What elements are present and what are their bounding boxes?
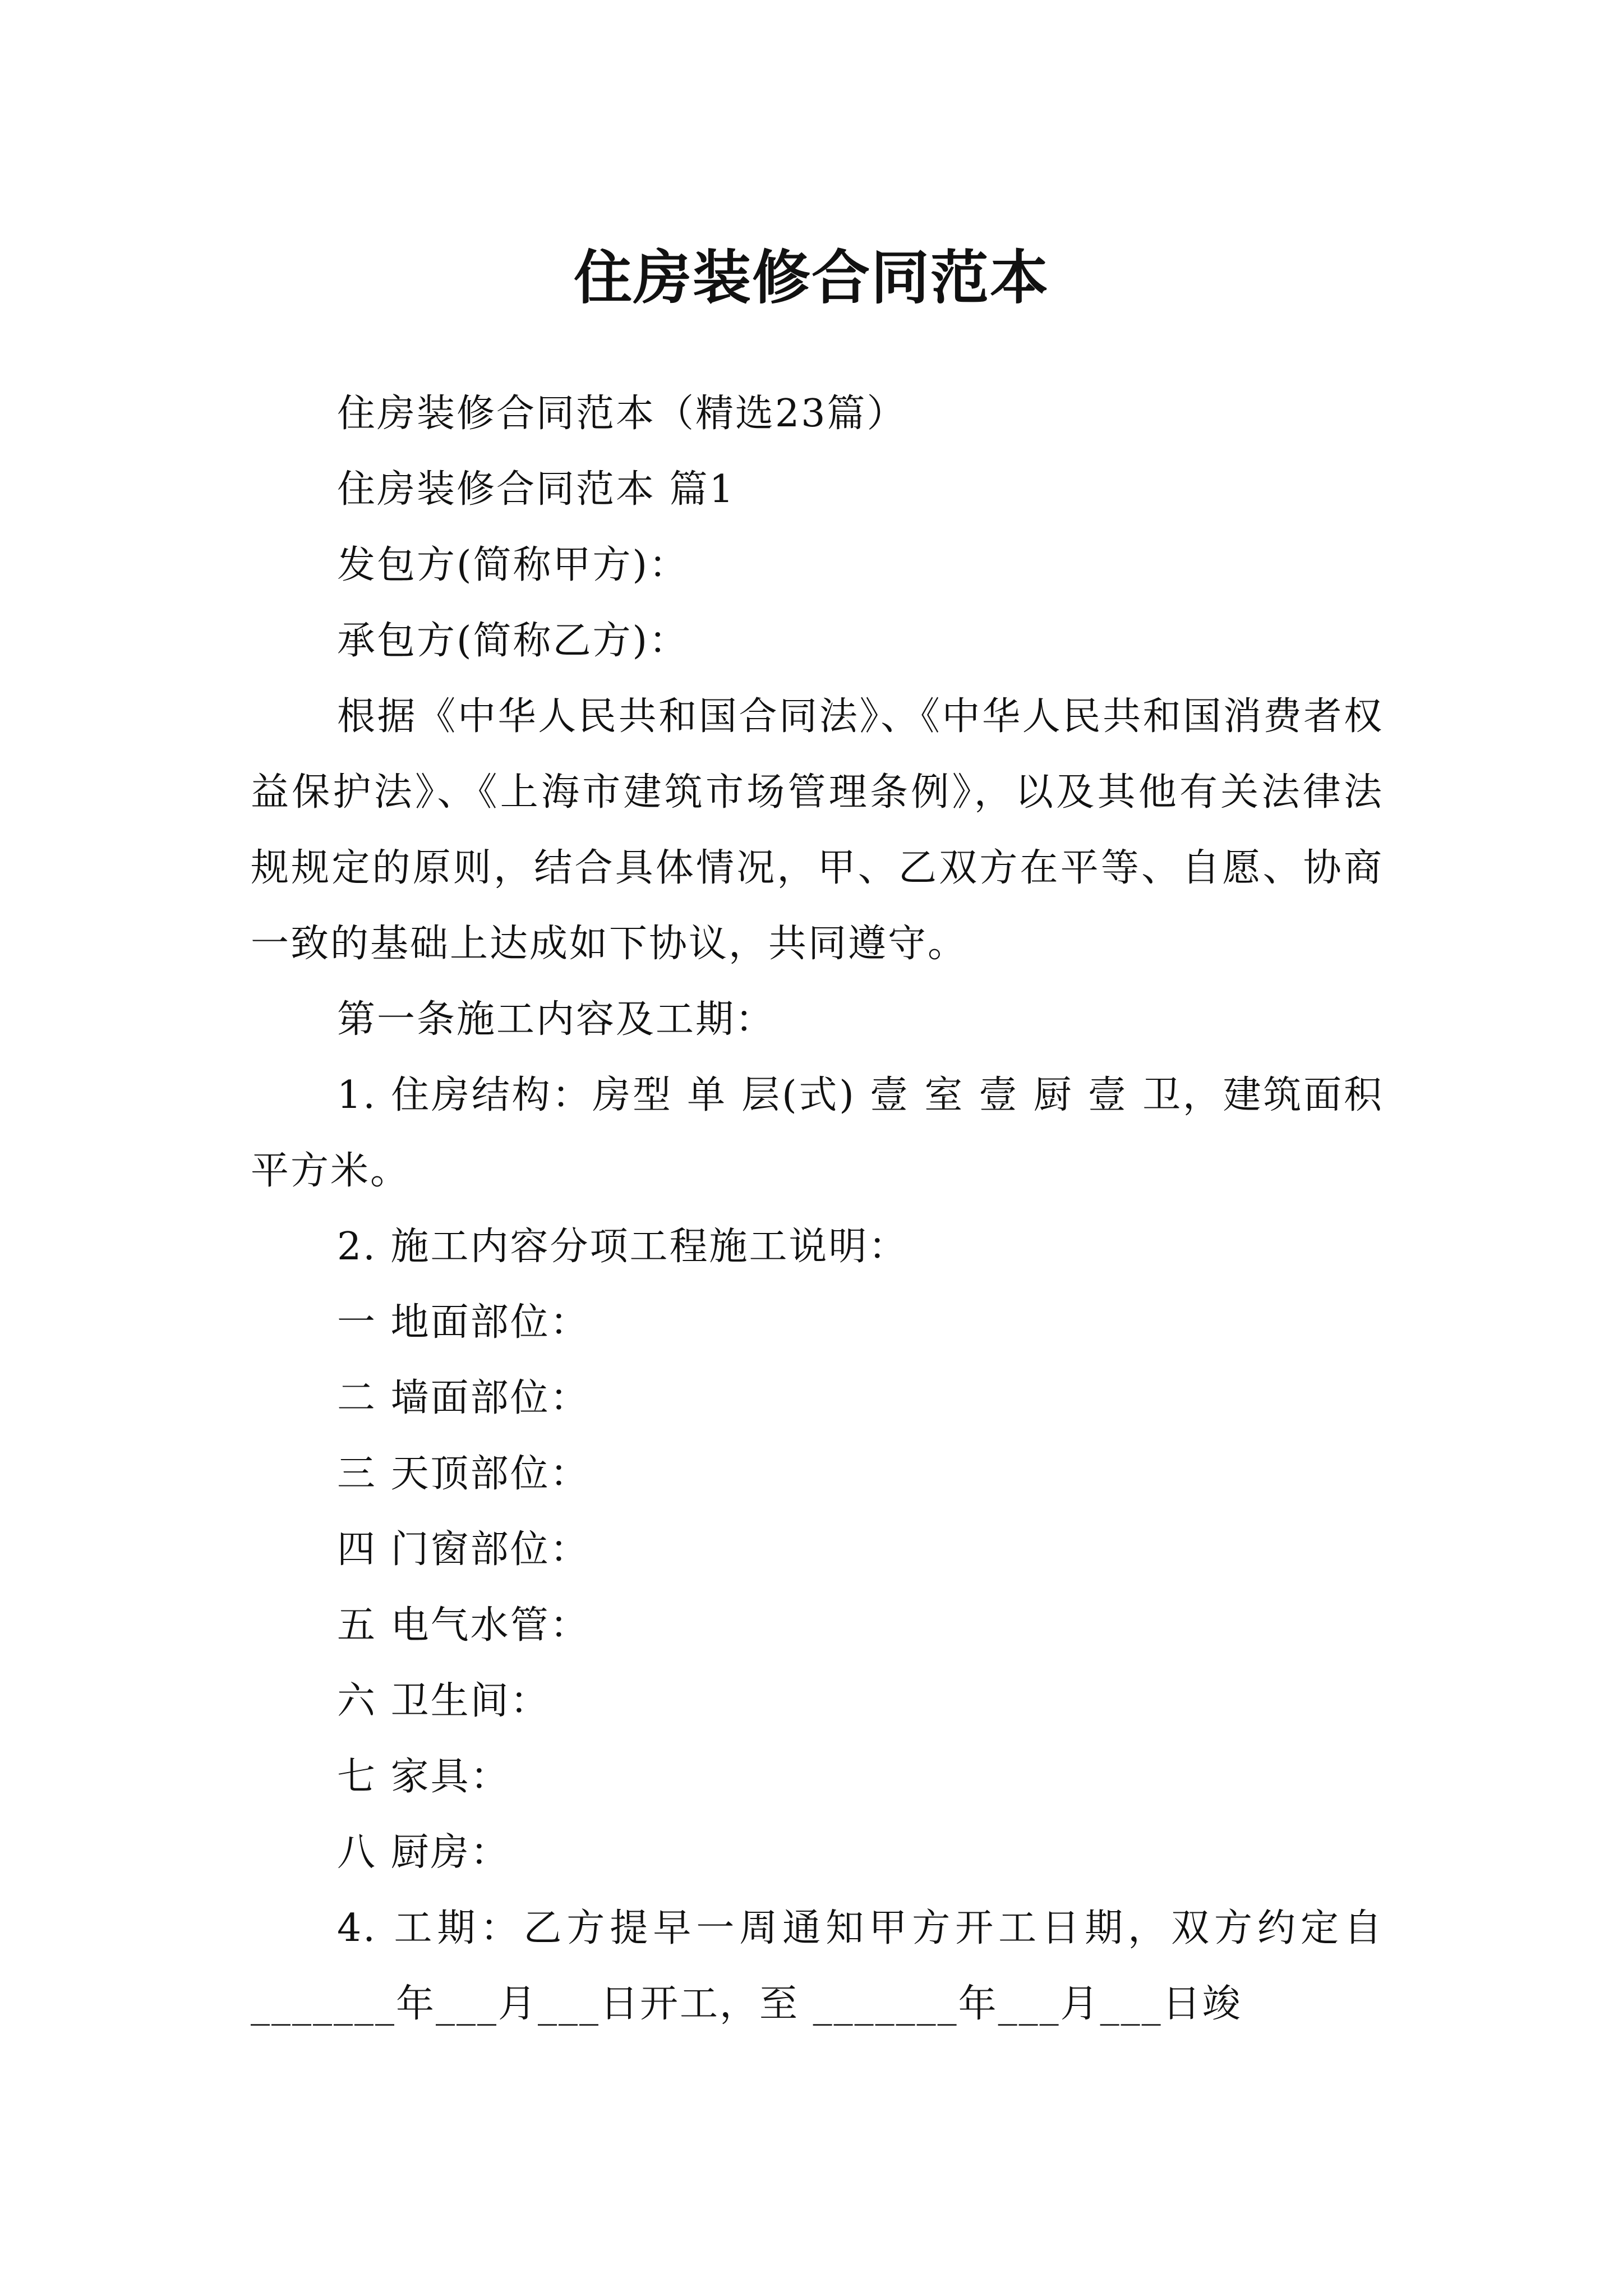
list-item-floor: 一 地面部位： [337,1300,590,1345]
section-heading: 住房装修合同范本 篇1 [337,467,735,512]
construction-content-paragraph: 2. 施工内容分项工程施工说明： [337,1225,909,1269]
document-body [251,376,1398,2042]
document-title: 住房装修合同范本 [573,242,1049,312]
list-item-wall: 二 墙面部位： [337,1376,590,1420]
schedule-paragraph: 4. 工期：乙方提早一周通知甲方开工日期，双方约定自_______年___月___日开工，至 _______年___月___日竣 [251,1906,1384,2026]
housing-structure-paragraph: 1. 住房结构：房型 单 层(式) 壹 室 壹 厨 壹 卫，建筑面积 平方米。 [251,1073,1398,1193]
list-item-ceiling: 三 天顶部位： [337,1452,590,1496]
article-1-heading: 第一条施工内容及工期： [337,997,776,1042]
list-item-furniture: 七 家具： [337,1755,510,1799]
subtitle-paragraph: 住房装修合同范本（精选23篇） [337,392,907,436]
list-item-bathroom: 六 卫生间： [337,1679,550,1723]
list-item-electric-water: 五 电气水管： [337,1603,590,1648]
preamble-paragraph: 根据《中华人民共和国合同法》、《中华人民共和国消费者权益保护法》、《上海市建筑市场管理条例》，以及其他有关法律法规规定的原则，结合具体情况，甲、乙双方在平等、自愿、协商一致的基础上达成如下协议，共同遵守。 [251,694,1384,966]
party-a-line: 发包方(简称甲方)： [337,543,689,587]
list-item-doors-windows: 四 门窗部位： [337,1527,590,1572]
party-b-line: 承包方(简称乙方)： [337,619,689,663]
list-item-kitchen: 八 厨房： [337,1830,510,1875]
